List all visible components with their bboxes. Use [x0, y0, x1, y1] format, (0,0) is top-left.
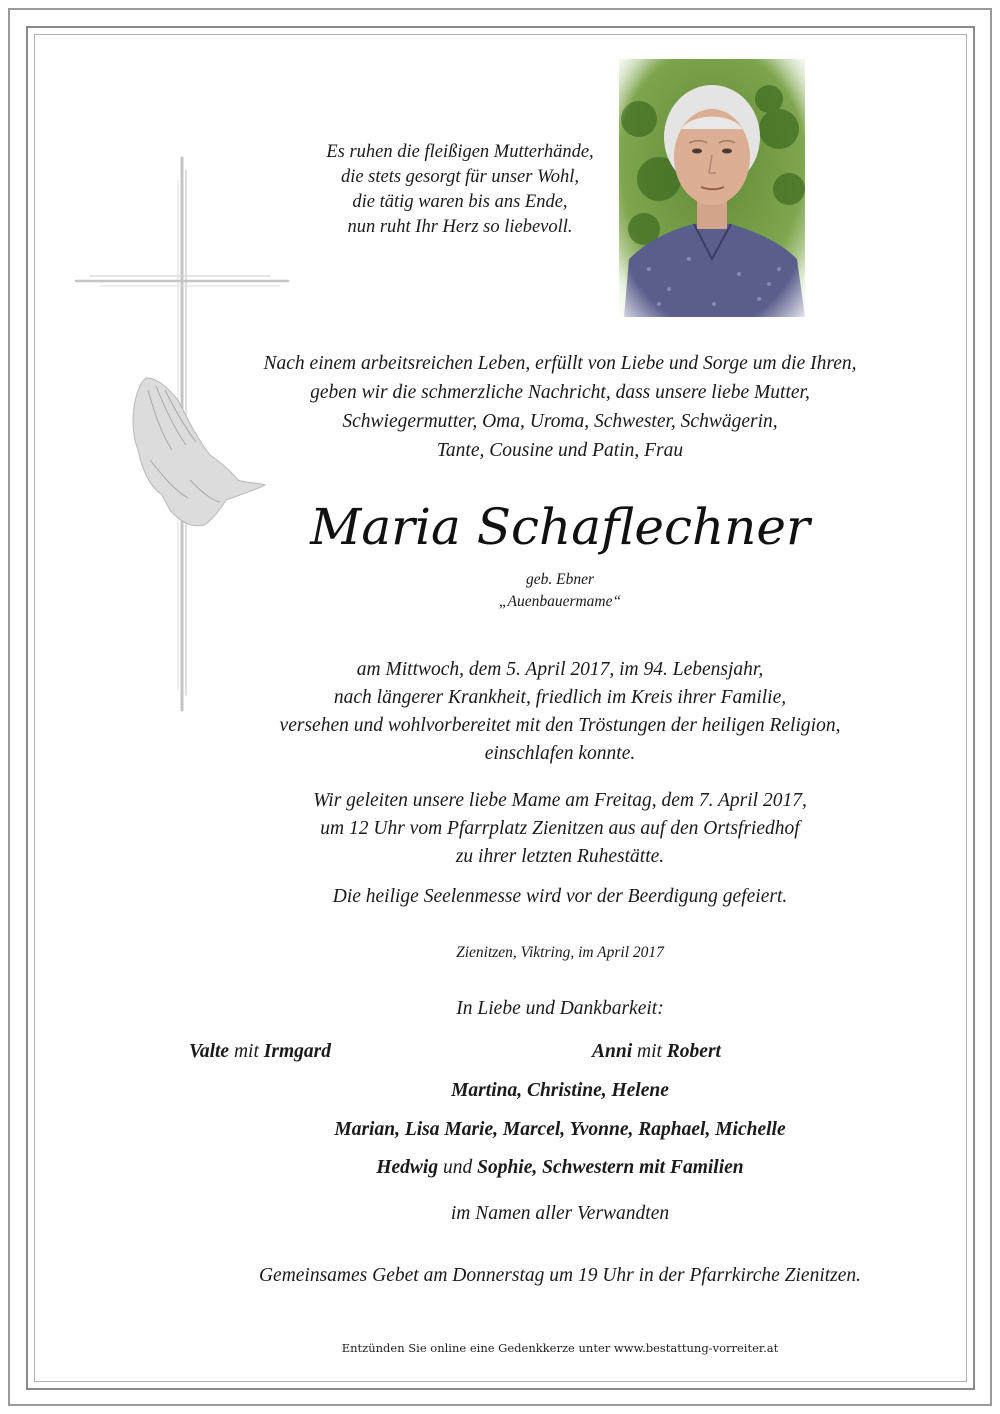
mourner-name: Valte — [189, 1041, 230, 1062]
poem-line: die stets gesorgt für unser Wohl, — [340, 167, 580, 187]
intro-line: Schwiegermutter, Oma, Uroma, Schwester, Schwägerin, — [342, 411, 778, 432]
death-announcement — [180, 656, 940, 768]
portrait-photo — [619, 59, 805, 317]
mourner-name: Robert — [666, 1041, 721, 1062]
poem-line: Es ruhen die fleißigen Mutterhände, — [326, 142, 594, 162]
funeral-line: um 12 Uhr vom Pfarrplatz Zienitzen aus auf den Ortsfriedhof — [320, 818, 800, 839]
funeral-line: zu ihrer letzten Ruhestätte. — [455, 846, 665, 867]
funeral-line: Wir geleiten unsere liebe Mame am Freitag, dem 7. April 2017, — [313, 790, 807, 811]
nickname: „Auenbauermame“ — [498, 593, 622, 610]
deceased-name-text: Maria Schaflechner — [310, 498, 810, 556]
intro-line: Tante, Cousine und Patin, Frau — [436, 440, 684, 461]
death-line: am Mittwoch, dem 5. April 2017, im 94. Lebensjahr, — [356, 659, 764, 680]
intro-line: Nach einem arbeitsreichen Leben, erfüllt von Liebe und Sorge um die Ihren, — [263, 353, 857, 374]
mourner-row — [180, 1119, 940, 1141]
birth-name: geb. Ebner — [525, 571, 594, 588]
mourner-connector: mit — [637, 1041, 662, 1062]
poem-line: nun ruht Ihr Herz so liebevoll. — [347, 217, 573, 237]
mourner-name: Anni — [592, 1041, 633, 1062]
death-line: einschlafen konnte. — [484, 743, 636, 764]
deceased-name — [260, 490, 860, 570]
intro-text — [180, 349, 940, 465]
mourner-names: Marian, Lisa Marie, Marcel, Yvonne, Raphael, Michelle — [334, 1119, 786, 1140]
mourner-row — [180, 1157, 940, 1179]
prayer-info: Gemeinsames Gebet am Donnerstag um 19 Uhr in der Pfarrkirche Zienitzen. — [258, 1265, 862, 1286]
mourner-names: Sophie, Schwestern mit Familien — [477, 1157, 744, 1178]
mourner-name: Hedwig — [376, 1157, 439, 1178]
relatives-line: im Namen aller Verwandten — [450, 1203, 670, 1224]
funeral-info — [180, 787, 940, 871]
mourner-connector: und — [442, 1157, 473, 1178]
mourner-anni-robert — [592, 1041, 721, 1063]
death-line: nach längerer Krankheit, friedlich im Kreis ihrer Familie, — [333, 687, 787, 708]
intro-line: geben wir die schmerzliche Nachricht, dass unsere liebe Mutter, — [310, 382, 810, 403]
death-line: versehen und wohlvorbereitet mit den Tröstungen der heiligen Religion, — [279, 715, 841, 736]
mourner-valte-irmgard — [189, 1041, 331, 1063]
footer-candle-link[interactable]: Entzünden Sie online eine Gedenkkerze unter www.bestattung-vorreiter.at — [341, 1341, 779, 1355]
mourner-row — [180, 1080, 940, 1102]
place-date: Zienitzen, Viktring, im April 2017 — [456, 944, 664, 961]
thanks-heading: In Liebe und Dankbarkeit: — [456, 998, 664, 1019]
memorial-poem — [280, 140, 640, 240]
mourner-names: Martina, Christine, Helene — [451, 1080, 669, 1101]
mourner-name: Irmgard — [263, 1041, 331, 1062]
mourner-connector: mit — [233, 1041, 259, 1062]
mass-info: Die heilige Seelenmesse wird vor der Beerdigung gefeiert. — [332, 886, 788, 907]
poem-line: die tätig waren bis ans Ende, — [352, 192, 568, 212]
